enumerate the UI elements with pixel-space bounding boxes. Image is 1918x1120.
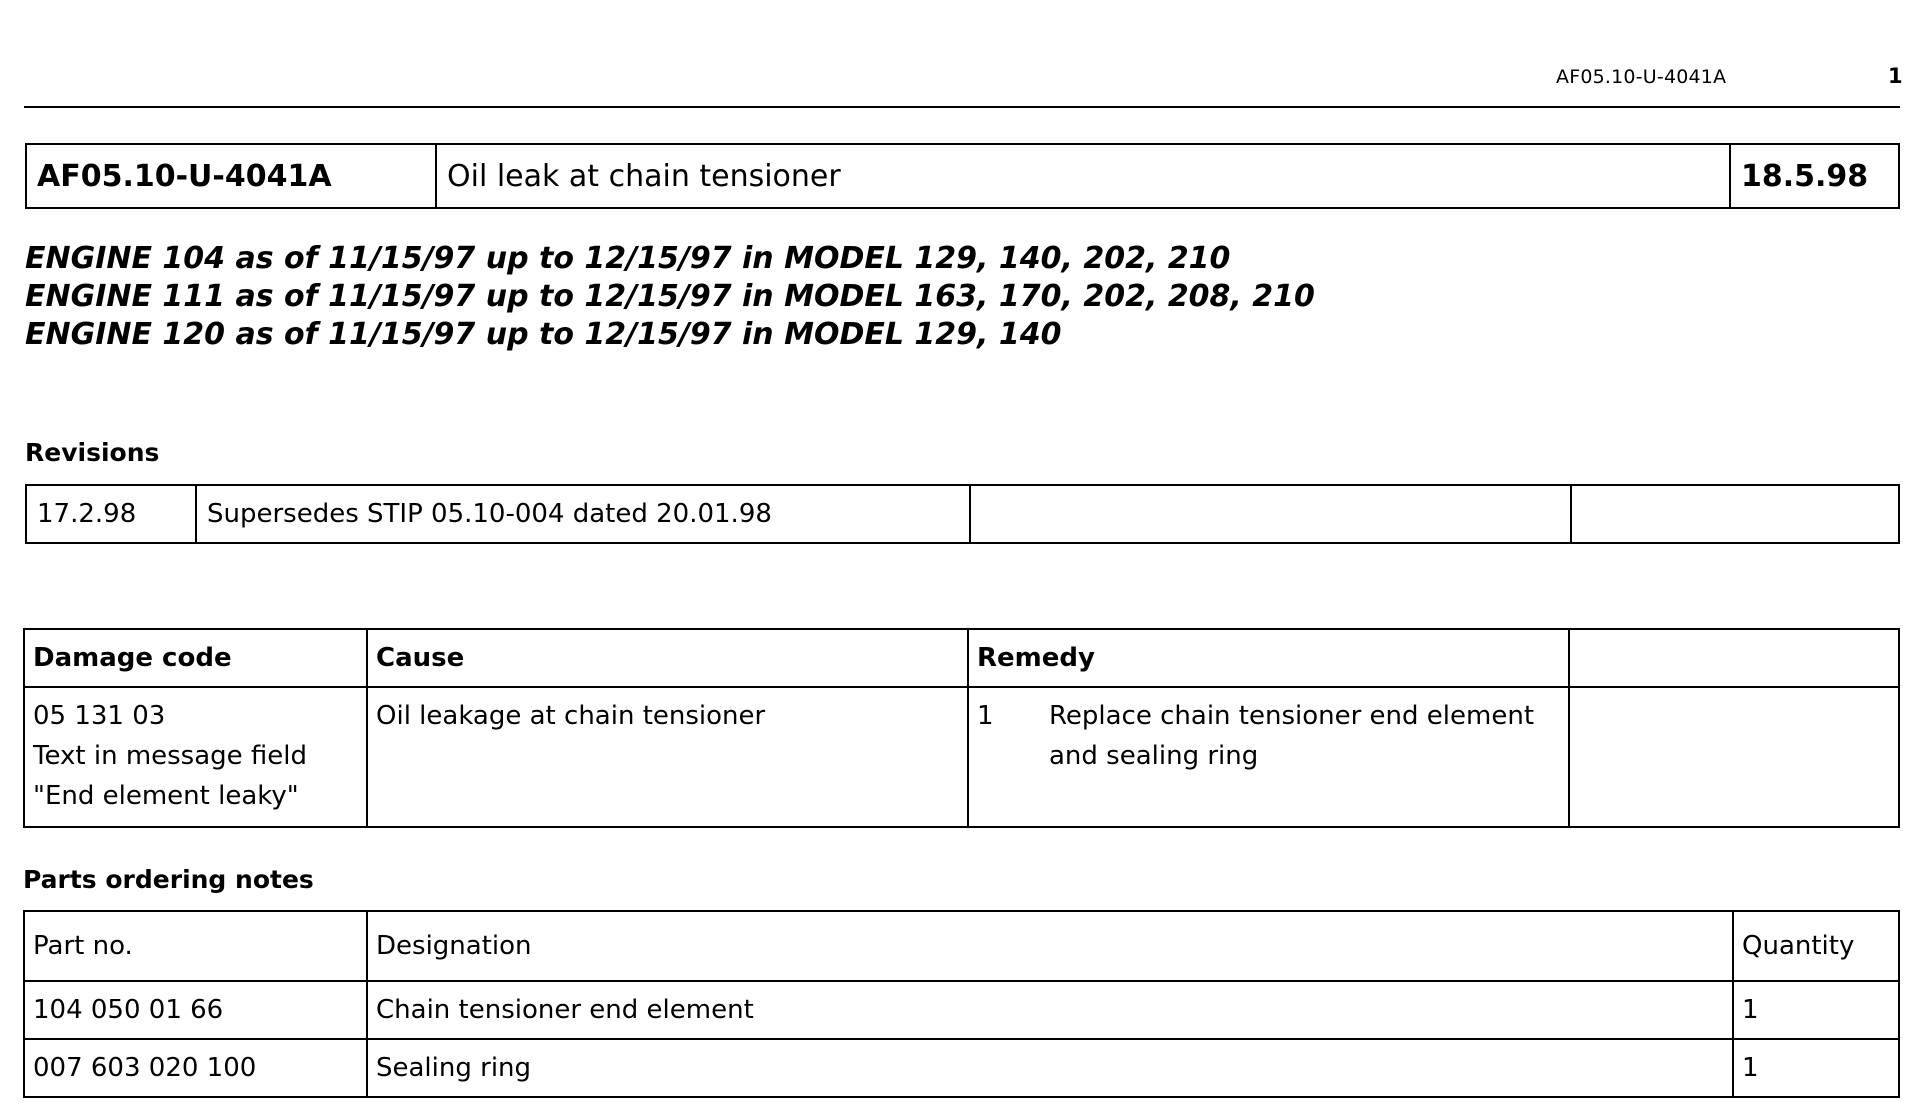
header-cause: Cause bbox=[367, 629, 968, 687]
title-block bbox=[25, 143, 1900, 209]
header-blank bbox=[1569, 629, 1899, 687]
parts-table bbox=[23, 910, 1900, 1098]
header-remedy: Remedy bbox=[968, 629, 1569, 687]
damage-message-text: "End element leaky" bbox=[33, 781, 299, 811]
part-quantity: 1 bbox=[1733, 1039, 1899, 1097]
damage-message-label: Text in message field bbox=[33, 741, 308, 771]
cause-cell: Oil leakage at chain tensioner bbox=[367, 687, 968, 827]
table-row bbox=[24, 687, 1899, 827]
revision-col4 bbox=[1571, 485, 1899, 543]
applicability-line: ENGINE 120 as of 11/15/97 up to 12/15/97 in MODEL 129, 140 bbox=[25, 317, 1062, 352]
part-quantity: 1 bbox=[1733, 981, 1899, 1039]
page-title: Oil leak at chain tensioner bbox=[436, 144, 1730, 208]
damage-code: 05 131 03 bbox=[33, 701, 166, 731]
applicability-line: ENGINE 104 as of 11/15/97 up to 12/15/97 in MODEL 129, 140, 202, 210 bbox=[25, 241, 1231, 276]
applicability-line: ENGINE 111 as of 11/15/97 up to 12/15/97 in MODEL 163, 170, 202, 208, 210 bbox=[25, 279, 1315, 314]
header-damage-code: Damage code bbox=[24, 629, 367, 687]
remedy-line: Replace chain tensioner end element bbox=[1049, 701, 1535, 731]
remedy-line: and sealing ring bbox=[1049, 741, 1259, 771]
part-number: 007 603 020 100 bbox=[24, 1039, 367, 1097]
table-header-row bbox=[24, 911, 1899, 981]
title-date: 18.5.98 bbox=[1730, 144, 1899, 208]
part-number: 104 050 01 66 bbox=[24, 981, 367, 1039]
revision-col3 bbox=[970, 485, 1571, 543]
damage-code-cell bbox=[24, 687, 367, 827]
revisions-heading: Revisions bbox=[25, 438, 160, 467]
header-part-no: Part no. bbox=[24, 911, 367, 981]
parts-heading: Parts ordering notes bbox=[23, 865, 314, 894]
header-divider bbox=[24, 106, 1900, 108]
table-header-row bbox=[24, 629, 1899, 687]
revisions-table bbox=[25, 484, 1900, 544]
table-row bbox=[24, 981, 1899, 1039]
header-quantity: Quantity bbox=[1733, 911, 1899, 981]
table-row bbox=[24, 1039, 1899, 1097]
remedy-text bbox=[1049, 696, 1549, 776]
header-designation: Designation bbox=[367, 911, 1733, 981]
part-designation: Chain tensioner end element bbox=[367, 981, 1733, 1039]
title-code: AF05.10-U-4041A bbox=[26, 144, 436, 208]
page-number: 1 bbox=[1888, 64, 1903, 88]
header-doc-code: AF05.10-U-4041A bbox=[1556, 66, 1727, 88]
revision-date: 17.2.98 bbox=[26, 485, 196, 543]
applicability-block bbox=[25, 240, 1315, 354]
revision-description: Supersedes STIP 05.10-004 dated 20.01.98 bbox=[196, 485, 970, 543]
table-row bbox=[26, 485, 1899, 543]
damage-table bbox=[23, 628, 1900, 828]
extra-cell bbox=[1569, 687, 1899, 827]
remedy-number: 1 bbox=[977, 701, 994, 731]
remedy-cell bbox=[968, 687, 1569, 827]
part-designation: Sealing ring bbox=[367, 1039, 1733, 1097]
